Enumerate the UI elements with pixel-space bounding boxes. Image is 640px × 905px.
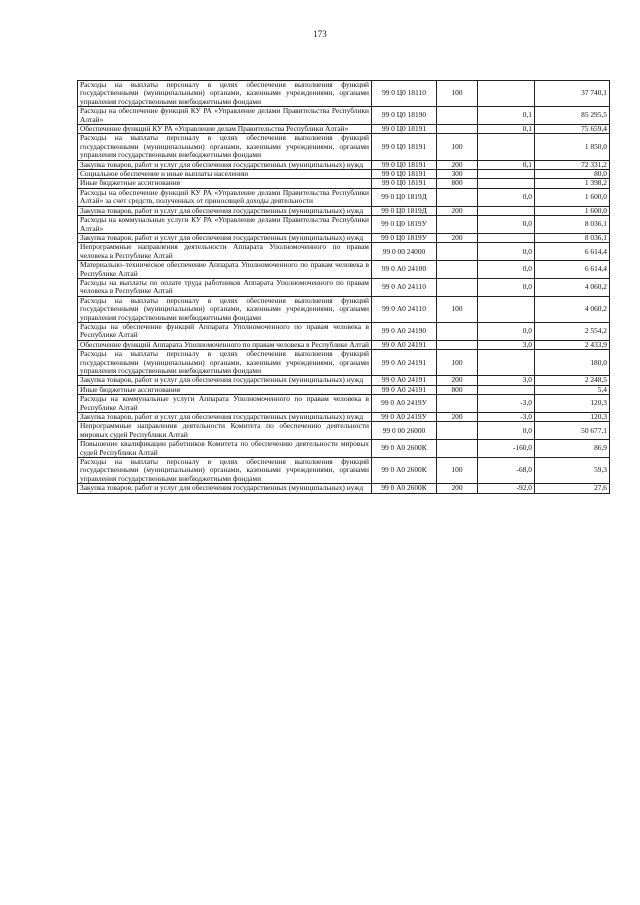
total-amount: 50 677,1: [535, 422, 610, 440]
row-name: Непрограммные направления деятельности Аппарата Уполномоченного по правам человека в Республике Алтай: [78, 243, 372, 261]
total-amount: 8 036,1: [535, 216, 610, 234]
page-number: 173: [313, 29, 327, 39]
table-row: [78, 422, 610, 440]
change-amount: [478, 179, 535, 188]
expense-type: 300: [437, 170, 478, 179]
row-name: Расходы на выплаты персоналу в целях обеспечения выполнения функций государственными (муниципальными) органами, казенными учреждениями, органами управления государственными внебюджетными фондами: [78, 134, 372, 160]
total-amount: 1 398,2: [535, 179, 610, 188]
expense-type: 200: [437, 484, 478, 493]
table-row: [78, 350, 610, 376]
expense-type: 100: [437, 296, 478, 322]
target-code: 99 0 Ц0 18191: [372, 134, 437, 160]
change-amount: 0,1: [478, 107, 535, 125]
target-code: 99 0 А0 24110: [372, 296, 437, 322]
row-name: Расходы на выплаты персоналу в целях обеспечения выполнения функций государственными (муниципальными) органами, казенными учреждениями, органами управления государственными внебюджетными фондами: [78, 296, 372, 322]
row-name: Иные бюджетные ассигнования: [78, 385, 372, 394]
total-amount: 75 659,4: [535, 125, 610, 134]
table-row: [78, 261, 610, 279]
target-code: 99 0 Ц0 18191: [372, 160, 437, 169]
table-row: [78, 81, 610, 107]
target-code: 99 0 А0 24191: [372, 350, 437, 376]
total-amount: 1 850,0: [535, 134, 610, 160]
row-name: Иные бюджетные ассигнования: [78, 179, 372, 188]
total-amount: 4 060,2: [535, 296, 610, 322]
table-row: [78, 440, 610, 458]
total-amount: 2 433,9: [535, 340, 610, 349]
budget-table: [77, 80, 610, 494]
row-name: Материально–техническое обеспечение Аппарата Уполномоченного по правам человека в Республике Алтай: [78, 261, 372, 279]
total-amount: 80,0: [535, 170, 610, 179]
row-name: Закупка товаров, работ и услуг для обеспечения государственных (муниципальных) нужд: [78, 484, 372, 493]
target-code: 99 0 А0 2600К: [372, 458, 437, 484]
table-row: [78, 458, 610, 484]
change-amount: 0,0: [478, 422, 535, 440]
change-amount: -3,0: [478, 395, 535, 413]
total-amount: 6 614,4: [535, 243, 610, 261]
row-name: Обеспечение функций КУ РА «Управление делам Правительства Республики Алтай»: [78, 125, 372, 134]
expense-type: [437, 422, 478, 440]
change-amount: -3,0: [478, 413, 535, 422]
change-amount: [478, 206, 535, 215]
target-code: 99 0 А0 2600К: [372, 440, 437, 458]
change-amount: [478, 385, 535, 394]
change-amount: [478, 296, 535, 322]
expense-type: 200: [437, 160, 478, 169]
row-name: Повышение квалификации работников Комитета по обеспечению деятельности мировых судей Республики Алтай: [78, 440, 372, 458]
change-amount: -92,0: [478, 484, 535, 493]
change-amount: [478, 170, 535, 179]
target-code: 99 0 Ц0 1819Д: [372, 206, 437, 215]
row-name: Социальное обеспечение и иные выплаты населению: [78, 170, 372, 179]
row-name: Непрограммные направления деятельности Комитета по обеспечению деятельности мировых судей Республики Алтай: [78, 422, 372, 440]
table-row: [78, 179, 610, 188]
budget-table-body: [78, 81, 610, 494]
target-code: 99 0 Ц0 18110: [372, 81, 437, 107]
target-code: 99 0 00 26000: [372, 422, 437, 440]
row-name: Закупка товаров, работ и услуг для обеспечения государственных (муниципальных) нужд: [78, 206, 372, 215]
target-code: 99 0 Ц0 1819У: [372, 233, 437, 242]
expense-type: [437, 340, 478, 349]
total-amount: 59,3: [535, 458, 610, 484]
expense-type: 100: [437, 458, 478, 484]
row-name: Расходы на обеспечение функций КУ РА «Управление делами Правительства Республики Алтай»: [78, 107, 372, 125]
total-amount: 85 295,5: [535, 107, 610, 125]
row-name: Расходы на выплаты по оплате труда работников Аппарата Уполномоченного по правам человека в Республике Алтай: [78, 278, 372, 296]
expense-type: [437, 261, 478, 279]
change-amount: 0,0: [478, 243, 535, 261]
total-amount: 6 614,4: [535, 261, 610, 279]
row-name: Расходы на коммунальные услуги КУ РА «Управление делами Правительства Республики Алтай»: [78, 216, 372, 234]
expense-type: 800: [437, 179, 478, 188]
expense-type: 800: [437, 385, 478, 394]
change-amount: 0,0: [478, 188, 535, 206]
table-row: [78, 216, 610, 234]
change-amount: 3,0: [478, 376, 535, 385]
expense-type: 200: [437, 233, 478, 242]
expense-type: [437, 322, 478, 340]
total-amount: 1 600,0: [535, 188, 610, 206]
expense-type: 200: [437, 413, 478, 422]
change-amount: [478, 81, 535, 107]
row-name: Расходы на выплаты персоналу в целях обеспечения выполнения функций государственными (муниципальными) органами, казенными учреждениями, органами управления государственными внебюджетными фондами: [78, 81, 372, 107]
row-name: Закупка товаров, работ и услуг для обеспечения государственных (муниципальных) нужд: [78, 413, 372, 422]
total-amount: 2 554,2: [535, 322, 610, 340]
table-row: [78, 134, 610, 160]
change-amount: -160,0: [478, 440, 535, 458]
row-name: Закупка товаров, работ и услуг для обеспечения государственных (муниципальных) нужд: [78, 160, 372, 169]
target-code: 99 0 Ц0 18191: [372, 170, 437, 179]
total-amount: 5,4: [535, 385, 610, 394]
target-code: 99 0 А0 24110: [372, 278, 437, 296]
total-amount: 8 036,1: [535, 233, 610, 242]
row-name: Расходы на выплаты персоналу в целях обеспечения выполнения функций государственными (муниципальными) органами, казенными учреждениями, органами управления государственными внебюджетными фондами: [78, 458, 372, 484]
total-amount: 72 331,2: [535, 160, 610, 169]
target-code: 99 0 00 24000: [372, 243, 437, 261]
target-code: 99 0 Ц0 1819У: [372, 216, 437, 234]
expense-type: [437, 440, 478, 458]
row-name: Расходы на обеспечение функций КУ РА «Управление делами Правительства Республики Алтай» за счет средств, полученных от приносящей доходы деятельности: [78, 188, 372, 206]
change-amount: [478, 134, 535, 160]
table-row: [78, 296, 610, 322]
table-row: [78, 322, 610, 340]
change-amount: 3,0: [478, 340, 535, 349]
expense-type: 200: [437, 206, 478, 215]
target-code: 99 0 А0 24191: [372, 376, 437, 385]
target-code: 99 0 А0 24191: [372, 340, 437, 349]
table-row: [78, 107, 610, 125]
target-code: 99 0 А0 2419У: [372, 395, 437, 413]
expense-type: [437, 107, 478, 125]
total-amount: 1 600,0: [535, 206, 610, 215]
table-row: [78, 278, 610, 296]
change-amount: 0,1: [478, 160, 535, 169]
total-amount: 120,3: [535, 395, 610, 413]
table-row: [78, 376, 610, 385]
expense-type: [437, 243, 478, 261]
total-amount: 86,9: [535, 440, 610, 458]
target-code: 99 0 А0 24190: [372, 322, 437, 340]
row-name: Обеспечение функций Аппарата Уполномоченного по правам человека в Республике Алтай: [78, 340, 372, 349]
table-row: [78, 243, 610, 261]
expense-type: 100: [437, 350, 478, 376]
change-amount: 0,1: [478, 125, 535, 134]
total-amount: 37 740,1: [535, 81, 610, 107]
expense-type: [437, 278, 478, 296]
table-row: [78, 188, 610, 206]
target-code: 99 0 Ц0 18190: [372, 107, 437, 125]
target-code: 99 0 А0 24191: [372, 385, 437, 394]
change-amount: 0,0: [478, 278, 535, 296]
expense-type: [437, 188, 478, 206]
change-amount: 0,0: [478, 261, 535, 279]
expense-type: [437, 395, 478, 413]
total-amount: 27,6: [535, 484, 610, 493]
expense-type: [437, 216, 478, 234]
target-code: 99 0 Ц0 18191: [372, 125, 437, 134]
row-name: Расходы на коммунальные услуги Аппарата Уполномоченного по правам человека в Республике Алтай: [78, 395, 372, 413]
row-name: Расходы на обеспечение функций Аппарата Уполномоченного по правам человека в Республике Алтай: [78, 322, 372, 340]
target-code: 99 0 А0 2419У: [372, 413, 437, 422]
total-amount: 4 060,2: [535, 278, 610, 296]
target-code: 99 0 Ц0 18191: [372, 179, 437, 188]
row-name: Расходы на выплаты персоналу в целях обеспечения выполнения функций государственными (муниципальными) органами, казенными учреждениями, органами управления государственными внебюджетными фондами: [78, 350, 372, 376]
change-amount: 0,0: [478, 322, 535, 340]
table-row: [78, 484, 610, 493]
expense-type: 100: [437, 81, 478, 107]
total-amount: 2 248,5: [535, 376, 610, 385]
row-name: Закупка товаров, работ и услуг для обеспечения государственных (муниципальных) нужд: [78, 376, 372, 385]
table-row: [78, 395, 610, 413]
change-amount: -68,0: [478, 458, 535, 484]
expense-type: 100: [437, 134, 478, 160]
change-amount: [478, 233, 535, 242]
total-amount: 180,0: [535, 350, 610, 376]
expense-type: [437, 125, 478, 134]
total-amount: 120,3: [535, 413, 610, 422]
target-code: 99 0 Ц0 1819Д: [372, 188, 437, 206]
row-name: Закупка товаров, работ и услуг для обеспечения государственных (муниципальных) нужд: [78, 233, 372, 242]
expense-type: 200: [437, 376, 478, 385]
target-code: 99 0 А0 24100: [372, 261, 437, 279]
target-code: 99 0 А0 2600К: [372, 484, 437, 493]
change-amount: 0,0: [478, 216, 535, 234]
change-amount: [478, 350, 535, 376]
